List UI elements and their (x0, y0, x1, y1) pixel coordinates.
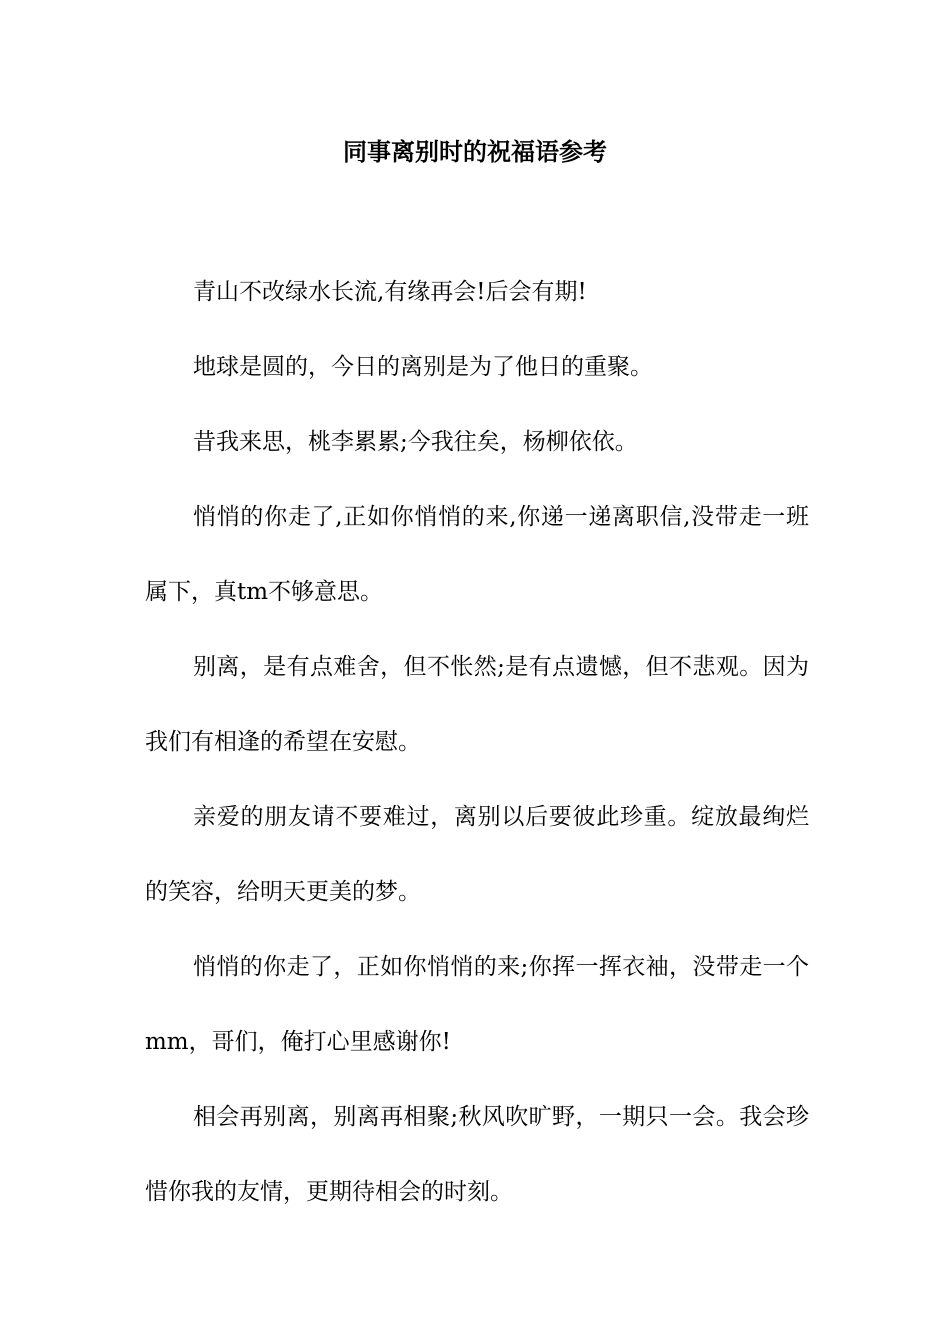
paragraph-3: 昔我来思，桃李累累;今我往矣，杨柳依依。 (193, 429, 638, 455)
paragraph-6: 亲爱的朋友请不要难过，离别以后要彼此珍重。绽放最绚烂的笑容，给明天更美的梦。 (145, 804, 809, 905)
document-body (145, 255, 809, 1230)
paragraph-1: 青山不改绿水长流,有缘再会!后会有期! (193, 279, 587, 305)
paragraph-4: 悄悄的你走了,正如你悄悄的来,你递一递离职信,没带走一班属下，真tm不够意思。 (145, 504, 809, 605)
page-title: 同事离别时的祝福语参考 (343, 137, 607, 166)
paragraph-2: 地球是圆的，今日的离别是为了他日的重聚。 (193, 354, 653, 380)
paragraph-7: 悄悄的你走了，正如你悄悄的来;你挥一挥衣袖，没带走一个mm，哥们，俺打心里感谢你! (145, 954, 809, 1055)
paragraph-8: 相会再别离，别离再相聚;秋风吹旷野，一期只一会。我会珍惜你我的友情，更期待相会的时刻。 (145, 1104, 809, 1205)
paragraph-5: 别离，是有点难舍，但不怅然;是有点遗憾，但不悲观。因为我们有相逢的希望在安慰。 (145, 654, 809, 755)
